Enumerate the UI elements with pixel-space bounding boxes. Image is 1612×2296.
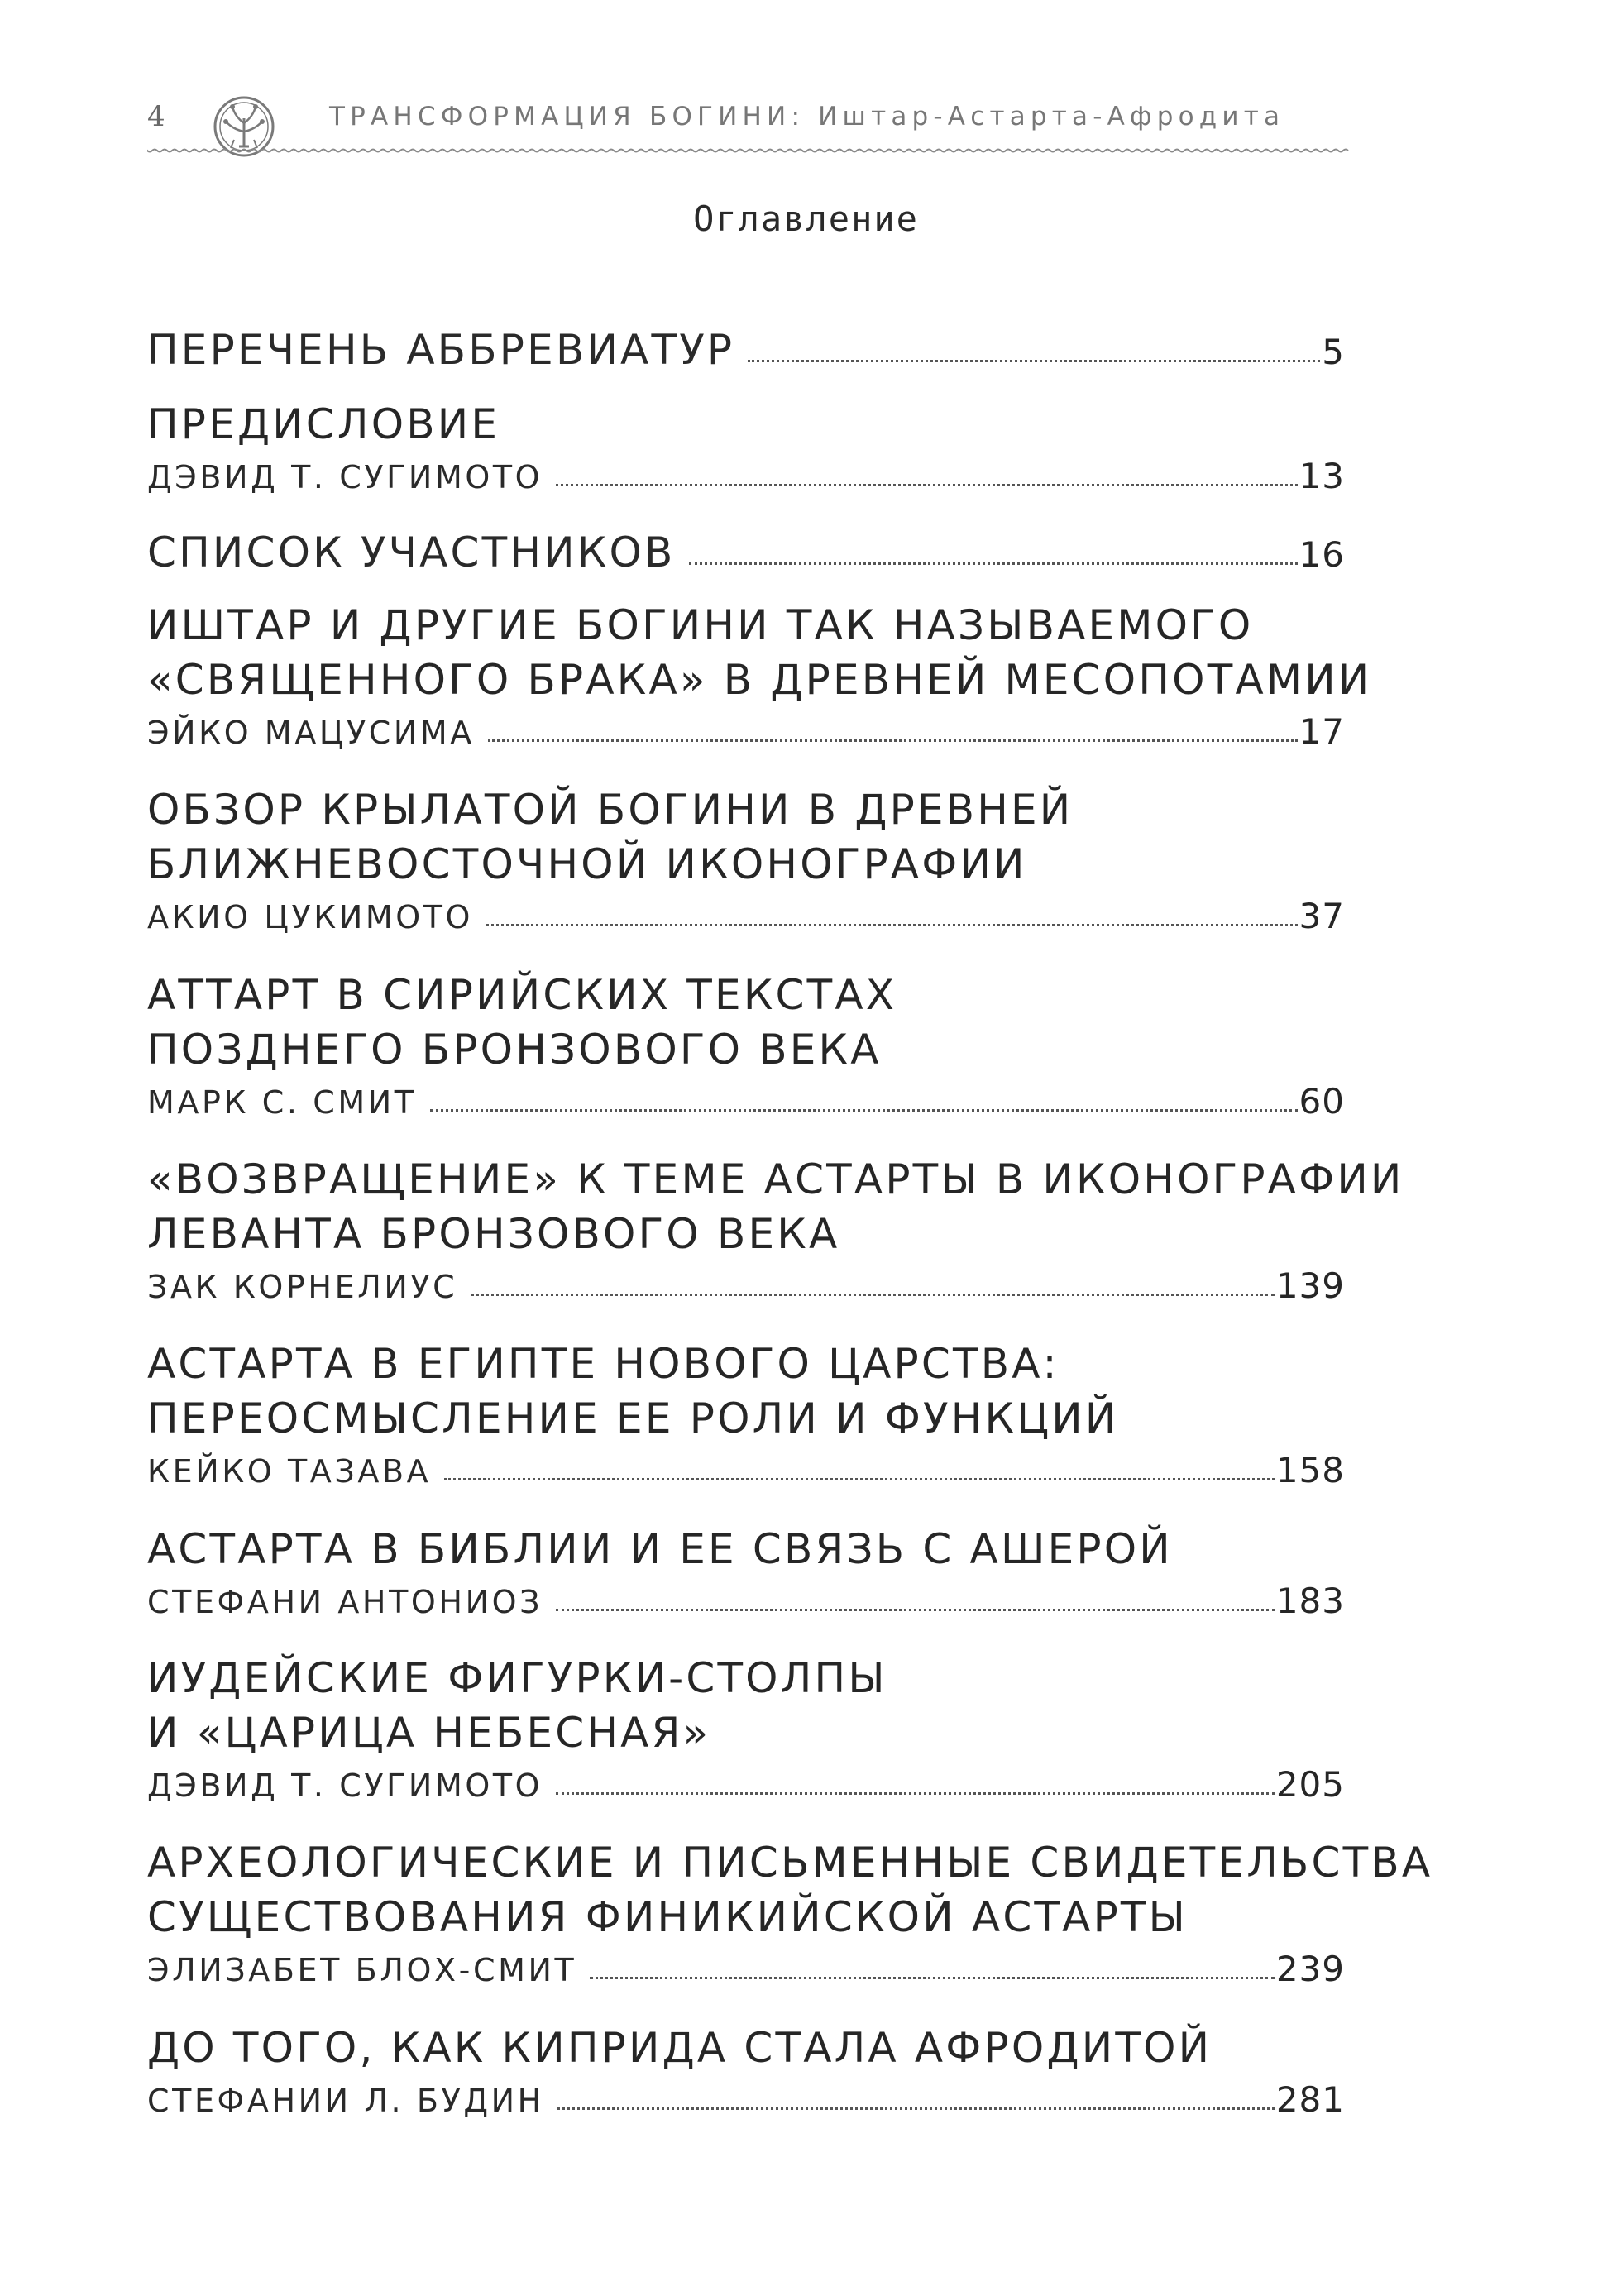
entry-title: СПИСОК УЧАСТНИКОВ <box>147 529 676 576</box>
entry-author: МАРК С. СМИТ <box>147 1084 417 1121</box>
entry-page: 139 <box>1275 1265 1345 1306</box>
entry-page: 37 <box>1299 896 1345 936</box>
dot-leader <box>488 739 1298 742</box>
running-title: ТРАНСФОРМАЦИЯ БОГИНИ: Иштар-Астарта-Афродита <box>329 102 1285 132</box>
entry-page: 239 <box>1275 1949 1345 1989</box>
entry-title: СУЩЕСТВОВАНИЯ ФИНИКИЙСКОЙ АСТАРТЫ <box>147 1893 1188 1941</box>
dot-leader <box>556 1609 1275 1611</box>
entry-author: ДЭВИД Т. СУГИМОТО <box>147 459 543 495</box>
entry-title: АТТАРТ В СИРИЙСКИХ ТЕКСТАХ <box>147 971 897 1019</box>
entry-title: ИШТАР И ДРУГИЕ БОГИНИ ТАК НАЗЫВАЕМОГО <box>147 601 1254 649</box>
dot-leader <box>556 484 1297 486</box>
entry-author: СТЕФАНИ АНТОНИОЗ <box>147 1584 543 1620</box>
entry-page: 5 <box>1322 332 1345 372</box>
entry-page: 158 <box>1275 1450 1345 1490</box>
toc-entry[interactable] <box>147 525 1345 580</box>
entry-page: 13 <box>1299 456 1345 496</box>
entry-author: ЭЙКО МАЦУСИМА <box>147 715 475 751</box>
entry-title: АРХЕОЛОГИЧЕСКИЕ И ПИСЬМЕННЫЕ СВИДЕТЕЛЬСТВА <box>147 1839 1433 1887</box>
dot-leader <box>430 1109 1298 1112</box>
running-header <box>147 87 1350 170</box>
toc-entry[interactable] <box>147 1835 1433 1992</box>
entry-title: ДО ТОГО, КАК КИПРИДА СТАЛА АФРОДИТОЙ <box>147 2024 1213 2072</box>
entry-title: ПРЕДИСЛОВИЕ <box>147 400 500 448</box>
entry-title: ПЕРЕЧЕНЬ АББРЕВИАТУР <box>147 326 735 374</box>
dot-leader <box>486 924 1297 926</box>
toc-entry[interactable] <box>147 1651 1345 1808</box>
entry-title: АСТАРТА В БИБЛИИ И ЕЕ СВЯЗЬ С АШЕРОЙ <box>147 1525 1173 1573</box>
dot-leader <box>590 1977 1275 1979</box>
entry-title: «ВОЗВРАЩЕНИЕ» К ТЕМЕ АСТАРТЫ В ИКОНОГРАФИИ <box>147 1155 1404 1203</box>
entry-title: И «ЦАРИЦА НЕБЕСНАЯ» <box>147 1709 711 1757</box>
entry-author: СТЕФАНИИ Л. БУДИН <box>147 2083 544 2119</box>
dot-leader <box>748 360 1320 362</box>
entry-page: 60 <box>1299 1081 1345 1122</box>
entry-title: ПЕРЕОСМЫСЛЕНИЕ ЕЕ РОЛИ И ФУНКЦИЙ <box>147 1394 1119 1442</box>
entry-page: 17 <box>1299 711 1345 752</box>
entry-title: ЛЕВАНТА БРОНЗОВОГО ВЕКА <box>147 1210 840 1258</box>
toc-entry[interactable] <box>147 2021 1345 2123</box>
header-rule <box>147 145 1350 156</box>
toc-entry[interactable] <box>147 1337 1345 1494</box>
entry-title: «СВЯЩЕННОГО БРАКА» В ДРЕВНЕЙ МЕСОПОТАМИИ <box>147 656 1372 704</box>
entry-author: ДЭВИД Т. СУГИМОТО <box>147 1767 543 1804</box>
entry-page: 183 <box>1275 1581 1345 1621</box>
toc-heading: Оглавление <box>693 199 919 239</box>
entry-author: КЕЙКО ТАЗАВА <box>147 1453 432 1490</box>
entry-title: АСТАРТА В ЕГИПТЕ НОВОГО ЦАРСТВА: <box>147 1340 1060 1388</box>
dot-leader <box>471 1294 1275 1296</box>
entry-author: ЭЛИЗАБЕТ БЛОХ-СМИТ <box>147 1952 577 1988</box>
toc-entry[interactable] <box>147 598 1372 755</box>
toc-entry[interactable] <box>147 1152 1404 1309</box>
page-number: 4 <box>147 100 165 133</box>
entry-title: БЛИЖНЕВОСТОЧНОЙ ИКОНОГРАФИИ <box>147 840 1027 888</box>
dot-leader <box>557 2107 1275 2110</box>
entry-author: ЗАК КОРНЕЛИУС <box>147 1269 458 1305</box>
entry-title: ИУДЕЙСКИЕ ФИГУРКИ-СТОЛПЫ <box>147 1654 887 1702</box>
entry-author: АКИО ЦУКИМОТО <box>147 899 474 935</box>
entry-page: 205 <box>1275 1764 1345 1805</box>
entry-title: ПОЗДНЕГО БРОНЗОВОГО ВЕКА <box>147 1026 882 1074</box>
toc-entry[interactable] <box>147 782 1345 940</box>
dot-leader <box>689 562 1298 565</box>
toc-entry[interactable] <box>147 1522 1345 1624</box>
toc-entry[interactable] <box>147 968 1345 1125</box>
toc-entry[interactable] <box>147 397 1345 500</box>
dot-leader <box>444 1478 1275 1480</box>
dot-leader <box>556 1792 1275 1795</box>
toc-entry[interactable] <box>147 323 1345 377</box>
entry-title: ОБЗОР КРЫЛАТОЙ БОГИНИ В ДРЕВНЕЙ <box>147 786 1074 834</box>
entry-page: 281 <box>1275 2079 1345 2120</box>
entry-page: 16 <box>1299 534 1345 575</box>
